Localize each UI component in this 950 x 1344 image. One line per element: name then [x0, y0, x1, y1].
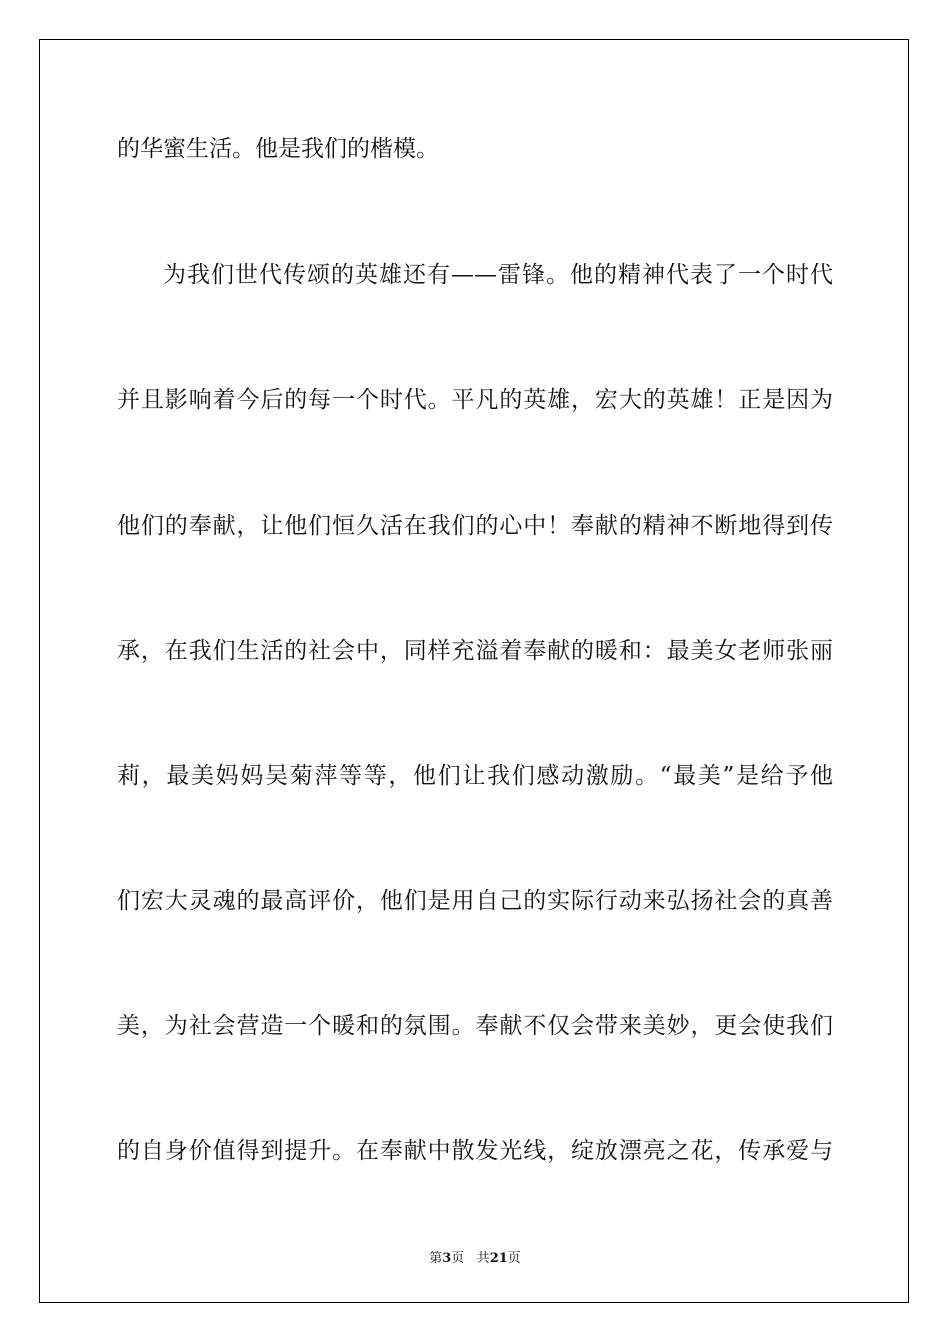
text-line-6: 莉，最美妈妈吴菊萍等等，他们让我们感动激励。“最美”是给予他	[117, 763, 833, 789]
footer-total-prefix: 共	[476, 1251, 490, 1266]
text-line-8: 美，为社会营造一个暖和的氛围。奉献不仅会带来美妙，更会使我们	[117, 1013, 833, 1039]
footer-page-suffix: 页	[451, 1251, 465, 1266]
text-line-9: 的自身价值得到提升。在奉献中散发光线，绽放漂亮之花，传承爱与	[117, 1138, 833, 1164]
total-page-number: 21	[489, 1251, 508, 1266]
current-page-number: 3	[442, 1251, 452, 1266]
page-footer	[0, 1247, 950, 1266]
text-line-2: 为我们世代传颂的英雄还有——雷锋。他的精神代表了一个时代	[163, 262, 833, 288]
text-line-3: 并且影响着今后的每一个时代。平凡的英雄，宏大的英雄！正是因为	[117, 387, 833, 413]
text-line-4: 他们的奉献，让他们恒久活在我们的心中！奉献的精神不断地得到传	[117, 513, 833, 539]
footer-total-suffix: 页	[507, 1251, 521, 1266]
text-line-1: 的华蜜生活。他是我们的楷模。	[117, 136, 439, 162]
text-line-7: 们宏大灵魂的最高评价，他们是用自己的实际行动来弘扬社会的真善	[117, 888, 833, 914]
footer-prefix: 第	[429, 1251, 443, 1266]
text-line-5: 承，在我们生活的社会中，同样充溢着奉献的暖和：最美女老师张丽	[117, 638, 833, 664]
